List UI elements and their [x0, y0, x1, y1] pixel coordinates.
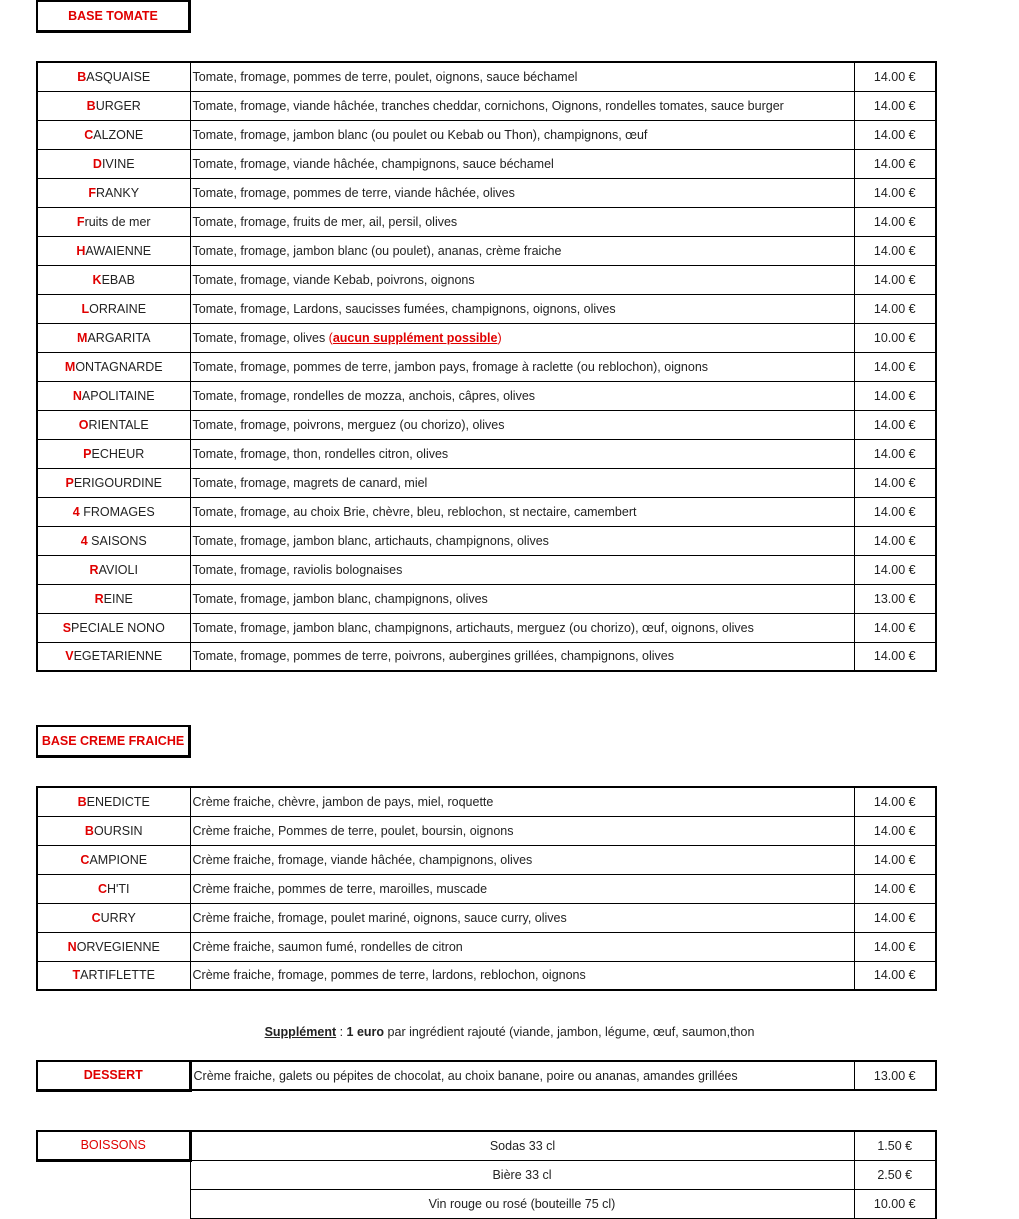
pizza-name — [37, 265, 190, 294]
menu-table-dessert — [36, 1060, 937, 1092]
table-row — [37, 613, 936, 642]
pizza-description-text: Tomate, fromage, au choix Brie, chèvre, bleu, reblochon, st nectaire, camembert — [192, 504, 637, 519]
drink-price: 10.00 € — [854, 1189, 936, 1218]
table-row — [37, 120, 936, 149]
table-row — [37, 1160, 936, 1189]
pizza-description — [190, 526, 854, 555]
pizza-name — [37, 555, 190, 584]
table-row — [37, 497, 936, 526]
table-row — [37, 236, 936, 265]
supplement-label: Supplément — [264, 1025, 337, 1039]
pizza-name-initial: C — [84, 127, 94, 142]
pizza-price: 14.00 € — [854, 526, 936, 555]
table-row — [37, 1189, 936, 1218]
pizza-price: 14.00 € — [854, 294, 936, 323]
pizza-name-rest: SAISONS — [87, 533, 147, 548]
pizza-name — [37, 352, 190, 381]
pizza-price: 14.00 € — [854, 265, 936, 294]
pizza-name-initial: H — [76, 243, 86, 258]
pizza-name — [37, 903, 190, 932]
menu-table-boissons — [36, 1130, 937, 1219]
pizza-name-rest: ORVEGIENNE — [76, 939, 160, 954]
pizza-name-initial: B — [86, 98, 96, 113]
pizza-name-rest: ARTIFLETTE — [80, 968, 155, 983]
pizza-name-rest: ONTAGNARDE — [75, 359, 163, 374]
pizza-description — [190, 120, 854, 149]
pizza-name — [37, 468, 190, 497]
pizza-name — [37, 874, 190, 903]
pizza-price: 14.00 € — [854, 178, 936, 207]
pizza-name-initial: F — [76, 214, 85, 229]
pizza-name-rest: RANKY — [96, 185, 140, 200]
supplement-note — [0, 1025, 1019, 1039]
table-row — [37, 874, 936, 903]
pizza-name-initial: T — [72, 968, 81, 983]
pizza-price: 14.00 € — [854, 352, 936, 381]
pizza-price: 14.00 € — [854, 845, 936, 874]
pizza-name-rest: ECHEUR — [91, 446, 145, 461]
pizza-description — [190, 381, 854, 410]
pizza-name-rest: URRY — [100, 910, 136, 925]
pizza-description — [190, 468, 854, 497]
pizza-description-text: Tomate, fromage, poivrons, merguez (ou chorizo), olives — [192, 417, 505, 432]
pizza-name-initial: D — [92, 156, 102, 171]
pizza-name-rest: APOLITAINE — [81, 388, 155, 403]
pizza-price: 14.00 € — [854, 149, 936, 178]
pizza-name-initial: N — [72, 388, 82, 403]
pizza-name-rest: AWAIENNE — [85, 243, 152, 258]
pizza-name — [37, 642, 190, 671]
pizza-description — [190, 410, 854, 439]
pizza-description-text: Tomate, fromage, rondelles de mozza, anchois, câpres, olives — [192, 388, 536, 403]
pizza-name-initial: P — [83, 446, 92, 461]
pizza-name — [37, 410, 190, 439]
no-supplement-warning: aucun supplément possible — [332, 330, 498, 345]
table-row — [37, 932, 936, 961]
pizza-description-text: Tomate, fromage, magrets de canard, miel — [192, 475, 428, 490]
pizza-description-text: Tomate, fromage, pommes de terre, viande hâchée, olives — [192, 185, 515, 200]
table-row — [37, 62, 936, 91]
pizza-description-text: Crème fraiche, fromage, pommes de terre, lardons, reblochon, oignons — [192, 968, 586, 983]
pizza-name-initial: 4 — [72, 504, 80, 519]
pizza-price: 14.00 € — [854, 62, 936, 91]
pizza-name-initial: B — [77, 69, 87, 84]
pizza-name-rest: ASQUAISE — [86, 69, 151, 84]
pizza-name — [37, 294, 190, 323]
pizza-description-text: Tomate, fromage, fruits de mer, ail, persil, olives — [192, 214, 458, 229]
pizza-description-text: Crème fraiche, pommes de terre, maroilles, muscade — [192, 881, 488, 896]
pizza-price: 14.00 € — [854, 497, 936, 526]
pizza-name — [37, 323, 190, 352]
pizza-description — [190, 816, 854, 845]
warning-paren-close: ) — [497, 330, 502, 345]
pizza-name-initial: M — [64, 359, 76, 374]
pizza-description-text: Crème fraiche, fromage, poulet mariné, oignons, sauce curry, olives — [192, 910, 567, 925]
pizza-description — [190, 874, 854, 903]
section-title-text: BASE TOMATE — [68, 9, 158, 23]
table-row — [37, 903, 936, 932]
pizza-price: 14.00 € — [854, 91, 936, 120]
pizza-name-initial: C — [91, 910, 101, 925]
pizza-name-initial: P — [65, 475, 74, 490]
drink-description: Vin rouge ou rosé (bouteille 75 cl) — [190, 1189, 854, 1218]
pizza-name — [37, 149, 190, 178]
table-row — [37, 294, 936, 323]
pizza-name-rest: ERIGOURDINE — [73, 475, 163, 490]
section-title-dessert: DESSERT — [83, 1068, 143, 1083]
pizza-name-rest: IVINE — [101, 156, 135, 171]
pizza-price: 14.00 € — [854, 410, 936, 439]
pizza-description-text: Tomate, fromage, pommes de terre, jambon pays, fromage à raclette (ou reblochon), oignons — [192, 359, 709, 374]
pizza-name-initial: N — [67, 939, 77, 954]
section-title-base-tomate — [36, 0, 191, 33]
table-row — [37, 410, 936, 439]
pizza-description-text: Tomate, fromage, jambon blanc, champignons, artichauts, merguez (ou chorizo), œuf, oignons, olives — [192, 620, 754, 635]
pizza-description-text: Tomate, fromage, jambon blanc, artichauts, champignons, olives — [192, 533, 549, 548]
pizza-name-rest: ORRAINE — [89, 301, 147, 316]
menu-table-tomate — [36, 61, 937, 672]
pizza-price: 14.00 € — [854, 207, 936, 236]
pizza-name — [37, 961, 190, 990]
table-row — [37, 1061, 936, 1090]
pizza-price: 14.00 € — [854, 932, 936, 961]
pizza-name — [37, 584, 190, 613]
pizza-name — [37, 62, 190, 91]
section-title-text: BASE CREME FRAICHE — [41, 734, 185, 748]
pizza-name — [37, 439, 190, 468]
pizza-description — [190, 91, 854, 120]
pizza-description — [190, 149, 854, 178]
pizza-description-text: Tomate, fromage, jambon blanc, champignons, olives — [192, 591, 488, 606]
pizza-name-rest: ENEDICTE — [86, 794, 150, 809]
pizza-name-rest: AMPIONE — [89, 852, 148, 867]
section-title-boissons: BOISSONS — [80, 1138, 146, 1153]
pizza-price: 14.00 € — [854, 468, 936, 497]
table-row — [37, 555, 936, 584]
pizza-description-text: Crème fraiche, fromage, viande hâchée, champignons, olives — [192, 852, 533, 867]
pizza-price: 14.00 € — [854, 642, 936, 671]
section-title-base-creme — [36, 725, 191, 758]
pizza-name-rest: PECIALE NONO — [71, 620, 165, 635]
pizza-name-rest: AVIOLI — [98, 562, 138, 577]
pizza-name-rest: URGER — [95, 98, 141, 113]
pizza-name-rest: ruits de mer — [84, 214, 151, 229]
table-row — [37, 468, 936, 497]
pizza-name-initial: B — [84, 823, 94, 838]
pizza-name — [37, 816, 190, 845]
pizza-name-rest: ARGARITA — [87, 330, 151, 345]
pizza-description — [190, 903, 854, 932]
pizza-name — [37, 207, 190, 236]
pizza-name-initial: B — [77, 794, 87, 809]
table-row — [37, 178, 936, 207]
supplement-text: par ingrédient rajouté (viande, jambon, légume, œuf, saumon,thon — [384, 1025, 755, 1039]
pizza-name — [37, 613, 190, 642]
pizza-name-initial: 4 — [80, 533, 88, 548]
dessert-description: Crème fraiche, galets ou pépites de chocolat, au choix banane, poire ou ananas, amandes grillées — [190, 1061, 854, 1090]
pizza-description-text: Tomate, fromage, pommes de terre, poulet, oignons, sauce béchamel — [192, 69, 578, 84]
pizza-price: 14.00 € — [854, 787, 936, 816]
pizza-name — [37, 381, 190, 410]
dessert-label-cell — [37, 1061, 190, 1090]
pizza-description — [190, 265, 854, 294]
pizza-description-text: Tomate, fromage, thon, rondelles citron, olives — [192, 446, 449, 461]
pizza-description — [190, 178, 854, 207]
pizza-description — [190, 236, 854, 265]
pizza-name-initial: S — [62, 620, 72, 635]
pizza-description — [190, 323, 854, 352]
drink-description: Sodas 33 cl — [190, 1131, 854, 1160]
pizza-description-text: Tomate, fromage, viande hâchée, champignons, sauce béchamel — [192, 156, 554, 171]
supplement-amount: 1 euro — [346, 1025, 385, 1039]
pizza-name-rest: H'TI — [107, 881, 130, 896]
pizza-name-initial: F — [88, 185, 97, 200]
table-row — [37, 149, 936, 178]
pizza-price: 14.00 € — [854, 874, 936, 903]
pizza-name — [37, 932, 190, 961]
drink-price: 2.50 € — [854, 1160, 936, 1189]
pizza-name — [37, 236, 190, 265]
pizza-description — [190, 845, 854, 874]
pizza-name-initial: K — [92, 272, 102, 287]
pizza-description — [190, 584, 854, 613]
pizza-name — [37, 526, 190, 555]
pizza-description-text: Tomate, fromage, jambon blanc (ou poulet ou Kebab ou Thon), champignons, œuf — [192, 127, 648, 142]
pizza-name-rest: EINE — [103, 591, 133, 606]
pizza-price: 14.00 € — [854, 381, 936, 410]
pizza-price: 14.00 € — [854, 236, 936, 265]
pizza-description — [190, 497, 854, 526]
table-row — [37, 439, 936, 468]
pizza-description-text: Tomate, fromage, viande hâchée, tranches cheddar, cornichons, Oignons, rondelles tomates, sauce burger — [192, 98, 784, 113]
pizza-name-initial: R — [89, 562, 99, 577]
pizza-name — [37, 787, 190, 816]
pizza-price: 14.00 € — [854, 555, 936, 584]
pizza-description — [190, 932, 854, 961]
pizza-description — [190, 207, 854, 236]
pizza-name-initial: R — [94, 591, 104, 606]
table-row — [37, 265, 936, 294]
pizza-name-rest: OURSIN — [93, 823, 143, 838]
pizza-name-rest: RIENTALE — [88, 417, 149, 432]
boissons-label-cell — [37, 1131, 190, 1160]
pizza-name — [37, 91, 190, 120]
pizza-name-rest: EGETARIENNE — [73, 649, 163, 664]
table-row — [37, 323, 936, 352]
pizza-description-text: Tomate, fromage, viande Kebab, poivrons, oignons — [192, 272, 475, 287]
pizza-price: 14.00 € — [854, 816, 936, 845]
pizza-description — [190, 294, 854, 323]
pizza-name-initial: C — [80, 852, 90, 867]
pizza-name — [37, 845, 190, 874]
pizza-price: 13.00 € — [854, 584, 936, 613]
pizza-price: 14.00 € — [854, 439, 936, 468]
pizza-price: 10.00 € — [854, 323, 936, 352]
pizza-description-text: Tomate, fromage, pommes de terre, poivrons, aubergines grillées, champignons, olives — [192, 649, 674, 664]
pizza-name — [37, 178, 190, 207]
pizza-description-text: Crème fraiche, saumon fumé, rondelles de citron — [192, 939, 463, 954]
table-row — [37, 961, 936, 990]
pizza-name-rest: ALZONE — [93, 127, 144, 142]
pizza-description — [190, 613, 854, 642]
boissons-empty-cell — [37, 1189, 190, 1218]
boissons-empty-cell — [37, 1160, 190, 1189]
pizza-description — [190, 555, 854, 584]
table-row — [37, 352, 936, 381]
pizza-description-text: Tomate, fromage, olives — [192, 330, 329, 345]
pizza-description — [190, 787, 854, 816]
pizza-name-initial: O — [78, 417, 89, 432]
pizza-name-rest: EBAB — [101, 272, 135, 287]
drink-price: 1.50 € — [854, 1131, 936, 1160]
pizza-name — [37, 497, 190, 526]
table-row — [37, 787, 936, 816]
supplement-colon: : — [336, 1025, 347, 1039]
pizza-name-rest: FROMAGES — [79, 504, 155, 519]
dessert-price: 13.00 € — [854, 1061, 936, 1090]
pizza-description-text: Crème fraiche, Pommes de terre, poulet, boursin, oignons — [192, 823, 514, 838]
pizza-name-initial: L — [81, 301, 90, 316]
pizza-price: 14.00 € — [854, 120, 936, 149]
table-row — [37, 845, 936, 874]
table-row — [37, 91, 936, 120]
table-row — [37, 207, 936, 236]
table-row — [37, 816, 936, 845]
pizza-description-text: Tomate, fromage, raviolis bolognaises — [192, 562, 403, 577]
pizza-description-text: Crème fraiche, chèvre, jambon de pays, miel, roquette — [192, 794, 494, 809]
pizza-name — [37, 120, 190, 149]
pizza-description-text: Tomate, fromage, Lardons, saucisses fumées, champignons, oignons, olives — [192, 301, 616, 316]
pizza-description — [190, 642, 854, 671]
drink-description: Bière 33 cl — [190, 1160, 854, 1189]
pizza-name-initial: V — [65, 649, 74, 664]
pizza-description — [190, 352, 854, 381]
pizza-description-text: Tomate, fromage, jambon blanc (ou poulet), ananas, crème fraiche — [192, 243, 562, 258]
pizza-description — [190, 439, 854, 468]
table-row — [37, 584, 936, 613]
pizza-description — [190, 62, 854, 91]
warning-paren-open: ( — [328, 330, 333, 345]
pizza-price: 14.00 € — [854, 613, 936, 642]
menu-table-creme — [36, 786, 937, 991]
pizza-description — [190, 961, 854, 990]
table-row — [37, 1131, 936, 1160]
table-row — [37, 526, 936, 555]
pizza-name-initial: M — [77, 330, 88, 345]
pizza-price: 14.00 € — [854, 961, 936, 990]
pizza-price: 14.00 € — [854, 903, 936, 932]
table-row — [37, 642, 936, 671]
table-row — [37, 381, 936, 410]
pizza-name-initial: C — [97, 881, 107, 896]
